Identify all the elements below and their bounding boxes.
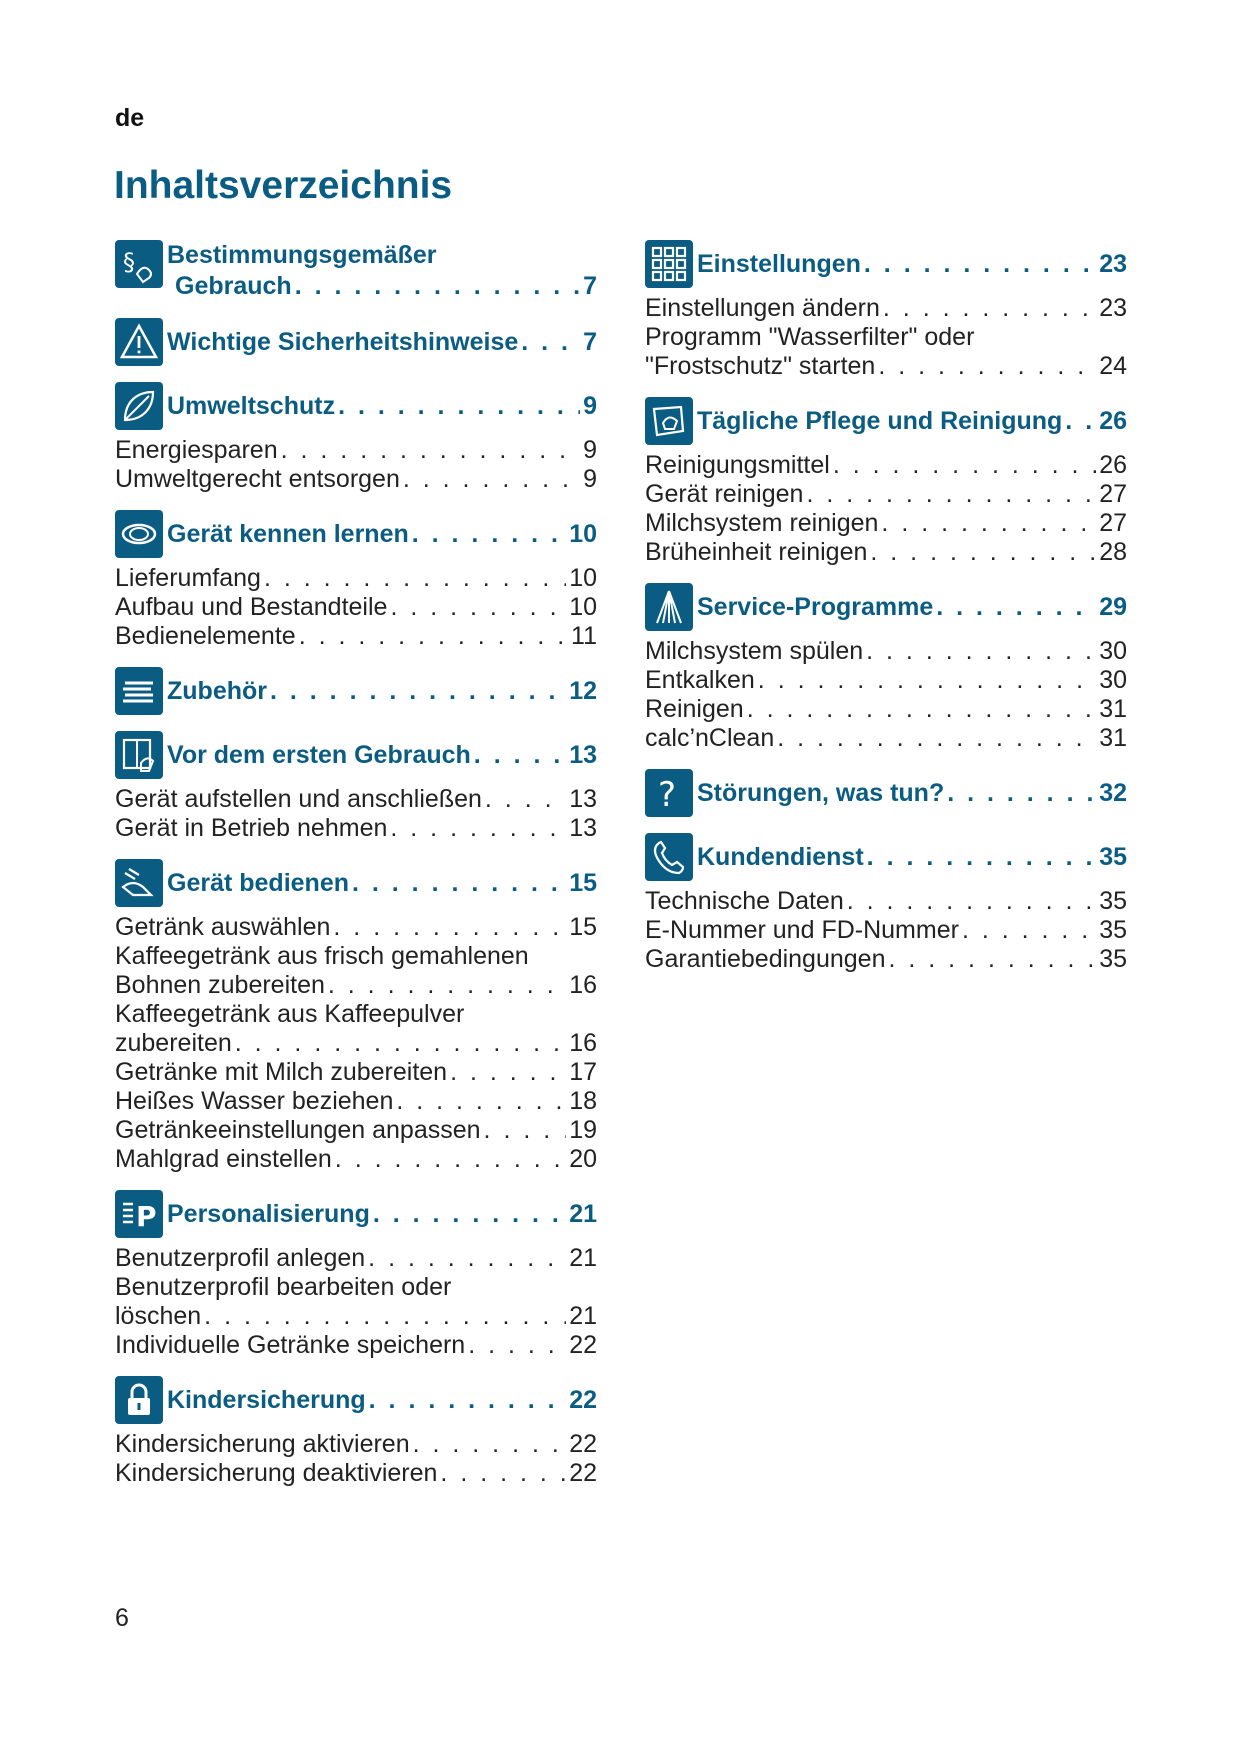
section-title-line1: Bestimmungsgemäßer (167, 241, 437, 269)
section-page: 22 (569, 1385, 597, 1414)
toc-entry-page: 26 (1099, 451, 1127, 479)
language-code: de (115, 104, 145, 132)
toc-entry-text: "Frostschutz" starten (645, 352, 876, 380)
section-title: Störungen, was tun? (697, 778, 945, 807)
toc-entry[interactable] (645, 945, 1127, 974)
section-title: Einstellungen (697, 249, 861, 278)
section-page: 32 (1099, 778, 1127, 807)
toc-entry-page: 10 (569, 593, 597, 621)
toc-entry-page: 35 (1099, 916, 1127, 944)
toc-section-heading[interactable] (115, 667, 597, 715)
toc-entry[interactable] (115, 1244, 597, 1273)
toc-entry-text: Reinigungsmittel (645, 451, 830, 479)
toc-entry[interactable] (115, 1116, 597, 1145)
toc-entry-page: 28 (1099, 538, 1127, 566)
toc-entry-page: 31 (1099, 724, 1127, 752)
toc-entry-text: Getränkeeinstellungen anpassen (115, 1116, 481, 1144)
toc-entry-page: 23 (1099, 294, 1127, 322)
section-title: Kundendienst (697, 842, 864, 871)
section-title: Zubehör (167, 676, 267, 705)
eye-icon (115, 510, 163, 558)
personalisation-p-icon (115, 1190, 163, 1238)
toc-section-heading[interactable] (645, 583, 1127, 631)
toc-entry-text: Getränk auswählen (115, 913, 331, 941)
section-page: 10 (569, 519, 597, 548)
toc-entry-text: löschen (115, 1302, 202, 1330)
section-title: Wichtige Sicherheitshinweise (167, 327, 519, 356)
cleaning-hand-icon (645, 397, 693, 445)
section-title: Umweltschutz (167, 391, 336, 420)
toc-entry-text: Heißes Wasser beziehen (115, 1087, 394, 1115)
toc-entry[interactable] (645, 666, 1127, 695)
section-page: 15 (569, 868, 597, 897)
toc-entry-text: Bedienelemente (115, 622, 296, 650)
lock-icon (115, 1376, 163, 1424)
toc-section (115, 859, 597, 1174)
toc-entry-page: 27 (1099, 480, 1127, 508)
toc-entry-page: 22 (569, 1331, 597, 1359)
toc-entry-page: 21 (569, 1244, 597, 1272)
toc-entry-text: Aufbau und Bestandteile (115, 593, 388, 621)
toc-entry[interactable] (115, 1058, 597, 1087)
toc-entry[interactable] (115, 1000, 597, 1058)
section-title: Personalisierung (167, 1199, 370, 1228)
toc-subitems (645, 451, 1127, 567)
toc-entry-text: Entkalken (645, 666, 755, 694)
toc-section-heading[interactable] (645, 240, 1127, 288)
toc-entry[interactable] (115, 622, 597, 651)
toc-entry[interactable] (645, 509, 1127, 538)
toc-entry[interactable] (645, 451, 1127, 480)
toc-entry-page: 20 (569, 1145, 597, 1173)
warning-triangle-icon (115, 318, 163, 366)
toc-entry-page: 13 (569, 814, 597, 842)
book-hand-icon (115, 731, 163, 779)
toc-entry[interactable] (115, 1459, 597, 1488)
toc-section (645, 397, 1127, 567)
section-page: 7 (583, 272, 597, 300)
leaf-icon (115, 382, 163, 430)
toc-section (115, 318, 597, 366)
toc-section-heading[interactable] (115, 1376, 597, 1424)
section-title: Kindersicherung (167, 1385, 366, 1414)
toc-right-column (645, 240, 1127, 990)
toc-entry[interactable] (645, 538, 1127, 567)
toc-entry-text: Gerät reinigen (645, 480, 804, 508)
section-title: Gerät kennen lernen (167, 519, 409, 548)
toc-subitems (115, 1244, 597, 1360)
toc-entry-text: Garantiebedingungen (645, 945, 886, 973)
toc-section (115, 667, 597, 715)
toc-entry-text: Brüheinheit reinigen (645, 538, 868, 566)
toc-entry-line1: Kaffeegetränk aus Kaffeepulver (115, 1000, 465, 1028)
toc-section-heading[interactable] (115, 731, 597, 779)
toc-entry-page: 30 (1099, 666, 1127, 694)
toc-entry-text: Kindersicherung aktivieren (115, 1430, 410, 1458)
toc-section (115, 510, 597, 651)
paragraph-hand-icon (115, 240, 163, 288)
toc-entry[interactable] (115, 436, 597, 465)
toc-section-heading[interactable] (115, 510, 597, 558)
toc-entry-page: 16 (569, 1029, 597, 1057)
toc-entry[interactable] (115, 1273, 597, 1331)
section-page: 9 (583, 391, 597, 420)
toc-section (115, 240, 597, 302)
toc-section (115, 382, 597, 494)
toc-entry[interactable] (115, 785, 597, 814)
toc-entry-page: 22 (569, 1459, 597, 1487)
section-page: 12 (569, 676, 597, 705)
toc-entry-text: calc’nClean (645, 724, 775, 752)
svg-text:§: § (123, 248, 135, 276)
toc-entry-page: 10 (569, 564, 597, 592)
section-title: Gerät bedienen (167, 868, 349, 897)
hand-operate-icon (115, 859, 163, 907)
toc-subitems (645, 294, 1127, 381)
toc-entry[interactable] (645, 637, 1127, 666)
accessory-stack-icon (115, 667, 163, 715)
toc-section (645, 583, 1127, 753)
toc-entry-line1: Kaffeegetränk aus frisch gemahlenen (115, 942, 529, 970)
toc-entry-text: Individuelle Getränke speichern (115, 1331, 466, 1359)
toc-entry-text: Umweltgerecht entsorgen (115, 465, 400, 493)
toc-subitems (115, 913, 597, 1174)
question-icon (645, 769, 693, 817)
toc-entry[interactable] (115, 564, 597, 593)
section-page: 35 (1099, 842, 1127, 871)
toc-entry[interactable] (115, 1145, 597, 1174)
toc-section (115, 731, 597, 843)
toc-entry-page: 11 (571, 622, 597, 650)
toc-entry-text: Bohnen zubereiten (115, 971, 325, 999)
toc-entry-page: 24 (1099, 352, 1127, 380)
toc-entry[interactable] (115, 1331, 597, 1360)
toc-entry[interactable] (115, 1430, 597, 1459)
toc-entry-text: Einstellungen ändern (645, 294, 880, 322)
toc-section-heading[interactable] (645, 769, 1127, 817)
toc-entry-text: Benutzerprofil anlegen (115, 1244, 366, 1272)
toc-entry-text: Energiesparen (115, 436, 278, 464)
toc-section-heading[interactable] (115, 859, 597, 907)
toc-section-heading[interactable] (115, 1190, 597, 1238)
section-page: 21 (569, 1199, 597, 1228)
toc-entry-line1: Programm "Wasserfilter" oder (645, 323, 975, 351)
toc-subitems (115, 436, 597, 494)
toc-section (115, 1376, 597, 1488)
svg-text:?: ? (658, 775, 677, 813)
toc-left-column (115, 240, 597, 1504)
svg-text:P: P (136, 1200, 157, 1233)
toc-entry-text: zubereiten (115, 1029, 232, 1057)
toc-entry-text: Gerät aufstellen und anschließen (115, 785, 482, 813)
toc-entry-page: 9 (583, 436, 597, 464)
toc-section (645, 240, 1127, 381)
toc-entry-page: 35 (1099, 887, 1127, 915)
grid-settings-icon (645, 240, 693, 288)
section-page: 13 (569, 740, 597, 769)
toc-entry-text: Milchsystem spülen (645, 637, 864, 665)
section-title: Vor dem ersten Gebrauch (167, 740, 471, 769)
toc-subitems (115, 1430, 597, 1488)
section-page: 23 (1099, 249, 1127, 278)
section-page: 26 (1099, 406, 1127, 435)
toc-entry-text: Technische Daten (645, 887, 844, 915)
toc-entry[interactable] (645, 887, 1127, 916)
toc-entry[interactable] (115, 593, 597, 622)
toc-entry-text: Gerät in Betrieb nehmen (115, 814, 388, 842)
toc-entry-page: 15 (569, 913, 597, 941)
phone-icon (645, 833, 693, 881)
section-title: Service-Programme (697, 592, 934, 621)
toc-entry-page: 27 (1099, 509, 1127, 537)
toc-section-heading[interactable] (645, 397, 1127, 445)
toc-section-heading[interactable] (115, 318, 597, 366)
toc-entry-text: Kindersicherung deaktivieren (115, 1459, 438, 1487)
section-title: Gebrauch (175, 272, 292, 300)
toc-entry[interactable] (645, 724, 1127, 753)
toc-entry-text: Lieferumfang (115, 564, 261, 592)
toc-entry-line1: Benutzerprofil bearbeiten oder (115, 1273, 452, 1301)
toc-entry-text: Milchsystem reinigen (645, 509, 879, 537)
section-page: 29 (1099, 592, 1127, 621)
toc-entry-page: 30 (1099, 637, 1127, 665)
toc-entry[interactable] (645, 323, 1127, 381)
section-title: Tägliche Pflege und Reinigung (697, 406, 1063, 435)
page-title: Inhaltsverzeichnis (114, 164, 453, 207)
toc-entry[interactable] (645, 294, 1127, 323)
toc-section (645, 769, 1127, 817)
toc-section-heading[interactable] (115, 240, 597, 302)
toc-entry-page: 19 (569, 1116, 597, 1144)
section-page: 7 (583, 327, 597, 356)
toc-section (645, 833, 1127, 974)
toc-section-heading[interactable] (645, 833, 1127, 881)
toc-entry-page: 31 (1099, 695, 1127, 723)
toc-entry-text: Mahlgrad einstellen (115, 1145, 332, 1173)
toc-entry-page: 13 (569, 785, 597, 813)
toc-subitems (115, 785, 597, 843)
toc-section-heading[interactable] (115, 382, 597, 430)
toc-section (115, 1190, 597, 1360)
toc-entry-page: 16 (569, 971, 597, 999)
toc-subitems (645, 637, 1127, 753)
toc-entry[interactable] (645, 695, 1127, 724)
toc-entry-page: 18 (569, 1087, 597, 1115)
toc-entry-page: 17 (569, 1058, 597, 1086)
toc-subitems (115, 564, 597, 651)
toc-entry-page: 35 (1099, 945, 1127, 973)
toc-entry-text: Getränke mit Milch zubereiten (115, 1058, 448, 1086)
toc-entry-page: 22 (569, 1430, 597, 1458)
page-number: 6 (115, 1604, 129, 1632)
toc-entry[interactable] (115, 913, 597, 942)
toc-entry-page: 9 (583, 465, 597, 493)
toc-subitems (645, 887, 1127, 974)
toc-entry[interactable] (645, 916, 1127, 945)
service-streams-icon (645, 583, 693, 631)
toc-entry[interactable] (115, 1087, 597, 1116)
toc-entry-text: Reinigen (645, 695, 744, 723)
toc-entry[interactable] (645, 480, 1127, 509)
toc-entry[interactable] (115, 942, 597, 1000)
toc-entry-page: 21 (569, 1302, 597, 1330)
toc-entry-text: E-Nummer und FD-Nummer (645, 916, 959, 944)
toc-entry[interactable] (115, 465, 597, 494)
toc-entry[interactable] (115, 814, 597, 843)
